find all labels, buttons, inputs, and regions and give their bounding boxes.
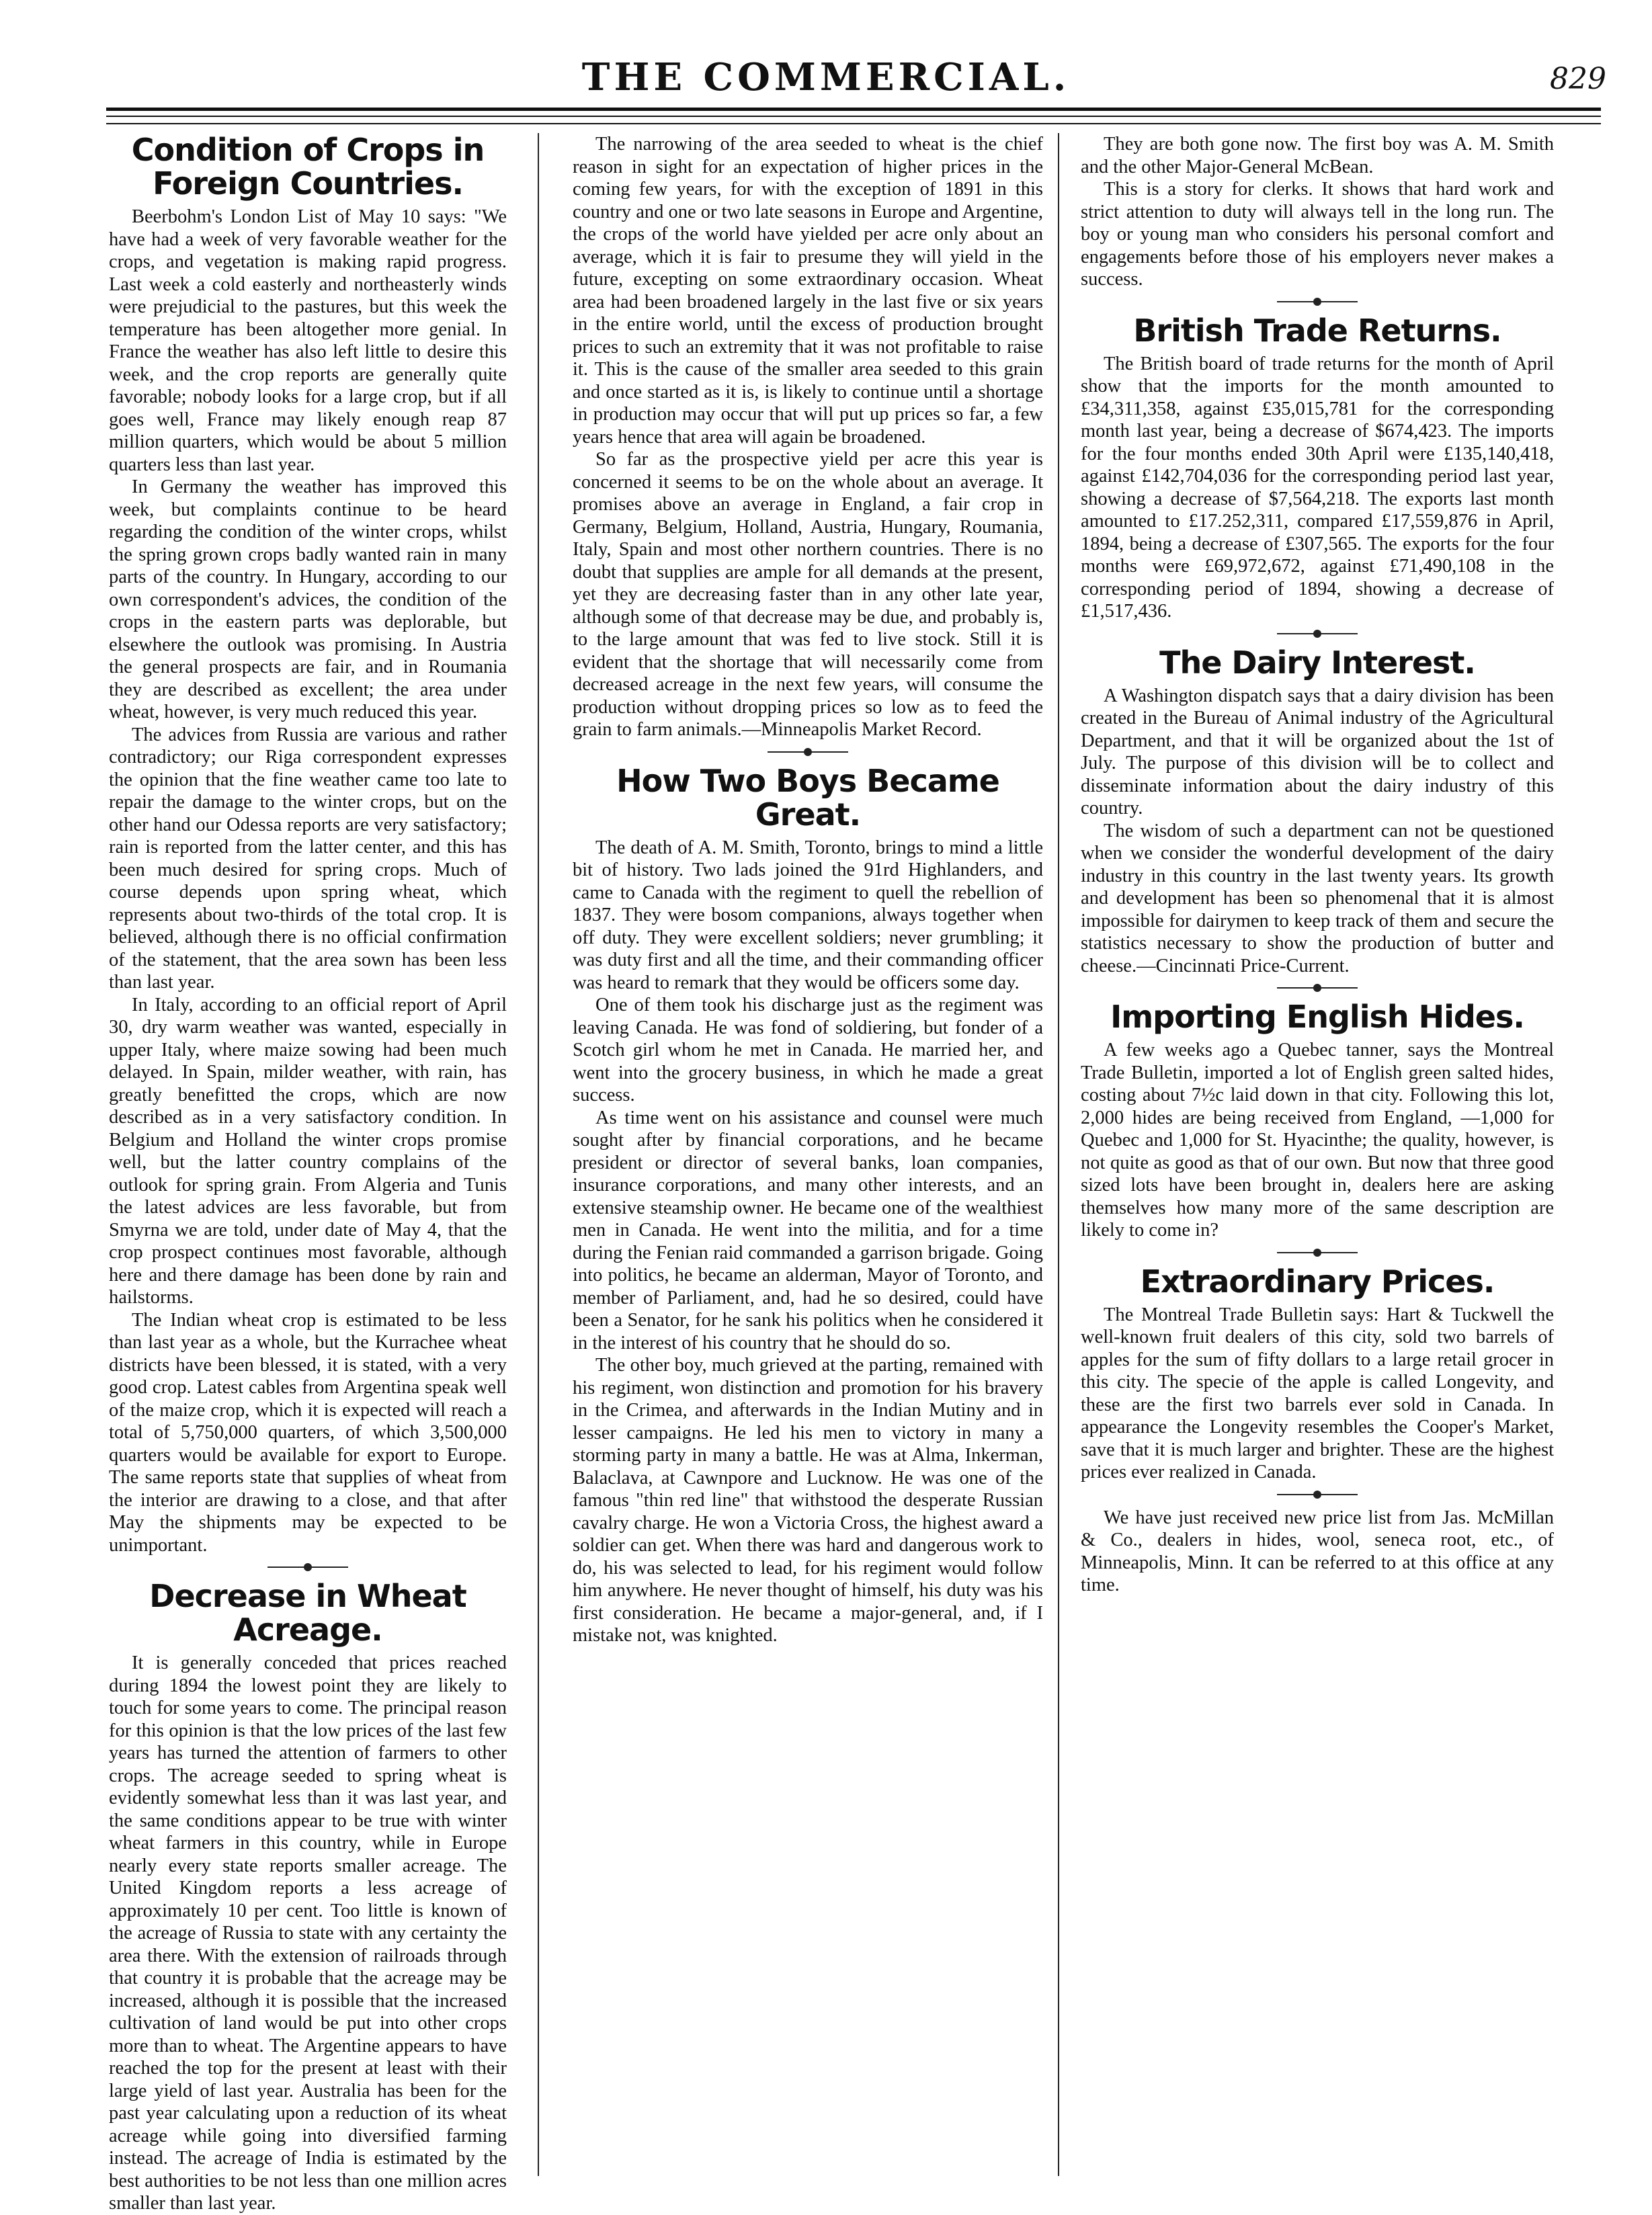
section-separator [1081,296,1554,306]
article-paragraph: The death of A. M. Smith, Toronto, brings to mind a little bit of history. Two lads joined the 91rd Highlanders, and came to Canada with the regiment to quell the rebellion of 1837. They were bosom companions, always together when off duty. They were excellent soldiers; never grumbling; it was duty first and all the time, and their commanding officer was heard to remark that they would be officers some day. [573,837,1043,993]
section-separator [1081,1489,1554,1499]
article-paragraph: So far as the prospective yield per acre this year is concerned it seems to be on the whole about an average. It promises above an average in England, a fair crop in Germany, Belgium, Holland, Austria, Hungary, Roumania, Italy, Spain and most other northern countries. There is no doubt that supplies are ample for all demands at the present, yet they are decreasing faster than in any other late year, although some of that decrease may be due, and probably is, to the large amount that was fed to live stock. Still it is evident that the shortage that will necessarily come from decreased acreage in the next few years, will consume the production without dropping prices so low as to feed the grain to farm animals.—Minneapolis Market Record. [573,449,1043,740]
column-2 [573,133,1043,2176]
header-rule [106,108,1601,111]
column-3 [1081,133,1554,2176]
column-1 [109,132,507,2214]
article-paragraph: The wisdom of such a department can not be questioned when we consider the wonderful development of the dairy industry in this country in the last twenty years. Its growth and development has been so phenomenal that it is almost impossible for dairymen to keep track of them and secure the statistics necessary to show the production of butter and cheese.—Cincinnati Price-Current. [1081,820,1554,976]
section-separator [109,1562,507,1571]
article-paragraph: It is generally conceded that prices reached during 1894 the lowest point they are likely to touch for some years to come. The principal reason for this opinion is that the low prices of the last few years has turned the attention of farmers to other crops. The acreage seeded to spring wheat is evidently somewhat less than it was last year, and the same conditions appear to be true with winter wheat farmers in this country, while in Europe nearly every state reports smaller acreage. The United Kingdom reports a less acreage of approximately 10 per cent. Too little is known of the acreage of Russia to state with any certainty the area there. With the extension of railroads through that country it is probable that the acreage may be increased, although it is possible that the increased cultivation of land would be put into other crops more than to wheat. The Argentine appears to have reached the top for the present at least with their large yield of last year. Australia has been for the past year calculating upon a reduction of its wheat acreage while going into diversified farming instead. The acreage of India is estimated by the best authorities to be not less than one million acres smaller than last year. [109,1653,507,2214]
header-rule [106,116,1601,117]
article-paragraph: Beerbohm's London List of May 10 says: "We have had a week of very favorable weather for the crops, and vegetation is making rapid progress. Last week a cold easterly and northeasterly winds were prejudicial to the pastures, but this week the temperature has been altogether more genial. In France the weather has also left little to desire this week, and the crop reports are generally quite favorable; nobody looks for a large crop, but if all goes well, France may likely enough reap 87 million quarters, which would be about 5 million quarters less than last year. [109,206,507,475]
article-title-crops: Condition of Crops in Foreign Countries. [131,132,485,202]
header-rule [106,123,1601,124]
article-title-boys: How Two Boys Became Great. [616,762,999,833]
page-number: 829 [1550,62,1606,96]
article-paragraph: As time went on his assistance and counsel were much sought after by financial corporations, and he became president or director of several banks, loan companies, insurance corporations, and many other interests, and an extensive steamship owner. He became one of the wealthiest men in Canada. He went into the militia, and for a time during the Fenian raid commanded a garrison brigade. Going into politics, he became an alderman, Mayor of Toronto, and member of Parliament, and, had he so desired, could have been a Senator, for he sank his politics when he considered it in the interest of his country that he should do so. [573,1107,1043,1353]
article-paragraph: The other boy, much grieved at the parting, remained with his regiment, won distinction and promotion for his bravery in the Crimea, and afterwards in the Indian Mutiny and in lesser campaigns. He led his men to victory in many a storming party in many a battle. He was at Alma, Inkerman, Balaclava, at Cawnpore and Lucknow. He was one of the famous "thin red line" that withstood the desperate Russian cavalry charge. He won a Victoria Cross, the highest award a soldier can get. When there was hard and dangerous work to do, his was selected to lead, for his regiment would follow him anywhere. He never thought of himself, his duty was his first consideration. He became a major-general, and, if I mistake not, was knighted. [573,1355,1043,1646]
notice-paragraph: We have just received new price list from Jas. McMillan & Co., dealers in hides, wool, seneca root, etc., of Minneapolis, Minn. It can be referred to at this office at any time. [1081,1507,1554,1595]
column-divider [538,133,539,2176]
masthead-title: THE COMMERCIAL. [581,55,1071,99]
article-paragraph: The advices from Russia are various and rather contradictory; our Riga correspondent expresses the opinion that the fine weather came too late to repair the damage to the winter crops, but on the other hand our Odessa reports are very satisfactory; rain is reported from the latter center, and this has been much desired for spring crops. Much of course depends upon spring wheat, which represents about two-thirds of the total crop. It is believed, although there is no official confirmation of the statement, that the area sown has been less than last year. [109,724,507,993]
article-paragraph: This is a story for clerks. It shows that hard work and strict attention to duty will always tell in the long run. The boy or young man who considers his personal comfort and engagements before those of his employers never makes a success. [1081,179,1554,290]
article-paragraph: They are both gone now. The first boy was A. M. Smith and the other Major-General McBean. [1081,134,1554,177]
article-title-trade: British Trade Returns. [1133,312,1501,349]
article-paragraph: A Washington dispatch says that a dairy division has been created in the Bureau of Animal industry of the Agricultural Department, and that it will be organized about the 1st of July. The purpose of this division will be to collect and disseminate information about the dairy industry of this country. [1081,685,1554,819]
article-paragraph: One of them took his discharge just as the regiment was leaving Canada. He was fond of soldiering, but fonder of a Scotch girl whom he met in Canada. He married her, and went into the grocery business, in which he made a great success. [573,995,1043,1105]
column-divider [1058,133,1059,2176]
article-title-hides: Importing English Hides. [1110,999,1524,1035]
article-paragraph: In Germany the weather has improved this week, but complaints continue to be heard regarding the condition of the winter crops, whilst the spring grown crops badly wanted rain in many parts of the country. In Hungary, according to our own correspondent's advices, the condition of the crops in the eastern parts was deplorable, but elsewhere the outlook was promising. In Austria the general prospects are fair, and in Roumania they are described as excellent; the area under wheat, however, is very much reduced this year. [109,476,507,722]
article-paragraph: In Italy, according to an official report of April 30, dry warm weather was wanted, especially in upper Italy, where maize sowing had been much delayed. In Spain, milder weather, with rain, has greatly benefitted the crops, which are now described as in a very satisfactory condition. In Belgium and Holland the winter crops promise well, but the latter country complains of the outlook for spring grain. From Algeria and Tunis the latest advices are less favorable, but from Smyrna we are told, under date of May 4, that the crop prospect continues most favorable, although here and there damage has been done by rain and hailstorms. [109,994,507,1308]
article-paragraph: The narrowing of the area seeded to wheat is the chief reason in sight for an expectation of higher prices in the coming few years, for with the exception of 1891 in this country and one or two late seasons in Europe and Argentine, the crops of the world have yielded per acre only about an average, which it is fair to presume they will yield in the future, excepting on some extraordinary occasion. Wheat area had been broadened largely in the last five or six years in the entire world, until the excess of production brought prices to such an extremity that it was not profitable to raise it. This is the cause of the smaller area seeded to this grain and once started as it is, is likely to continue until a shortage in production may occur that will put up prices so far, a few years hence that area will again be broadened. [573,134,1043,448]
section-separator [573,747,1043,756]
article-title-prices: Extraordinary Prices. [1140,1263,1495,1300]
article-title-dairy: The Dairy Interest. [1159,644,1475,681]
article-paragraph: The Indian wheat crop is estimated to be less than last year as a whole, but the Kurrachee wheat districts have been blessed, it is stated, with a very good crop. Latest cables from Argentina speak well of the maize crop, which it is expected will reach a total of 5,750,000 quarters, of which 3,500,000 quarters would be available for export to Europe. The same reports state that supplies of wheat from the interior are drawing to a close, and that after May the shipments may be expected to be unimportant. [109,1309,507,1556]
article-title-wheat: Decrease in Wheat Acreage. [149,1578,466,1648]
section-separator [1081,983,1554,992]
article-paragraph: The Montreal Trade Bulletin says: Hart & Tuckwell the well-known fruit dealers of this city, sold two barrels of apples for the sum of fifty dollars to a large retail grocer in this city. The specie of the apple is called Longevity, and these are the first two barrels ever sold in Canada. In appearance the Longevity resembles the Cooper's Market, save that it is much larger and brighter. These are the highest prices ever realized in Canada. [1081,1304,1554,1482]
article-paragraph: A few weeks ago a Quebec tanner, says the Montreal Trade Bulletin, imported a lot of English green salted hides, costing about 7½c laid down in that city. Following this lot, 2,000 hides are being received from England, —1,000 for Quebec and 1,000 for St. Hyacinthe; the quality, however, is not quite as good as that of our own. But now that three good sized lots have been brought in, dealers here are asking themselves how many more of the same description are likely to come in? [1081,1040,1554,1241]
section-separator [1081,1247,1554,1257]
article-paragraph: The British board of trade returns for the month of April show that the imports for the month amounted to £34,311,358, against £35,015,781 for the corresponding month last year, being a decrease of $674,423. The imports for the four months ended 30th April were £135,140,418, against £142,704,036 for the corresponding period last year, showing a decrease of $7,564,218. The exports last month amounted to £17.252,311, compared £17,559,876 in April, 1894, being a decrease of £307,565. The exports for the four months were £69,972,672, against £71,490,108 in the corresponding period of 1894, showing a decrease of £1,517,436. [1081,353,1554,622]
section-separator [1081,628,1554,638]
